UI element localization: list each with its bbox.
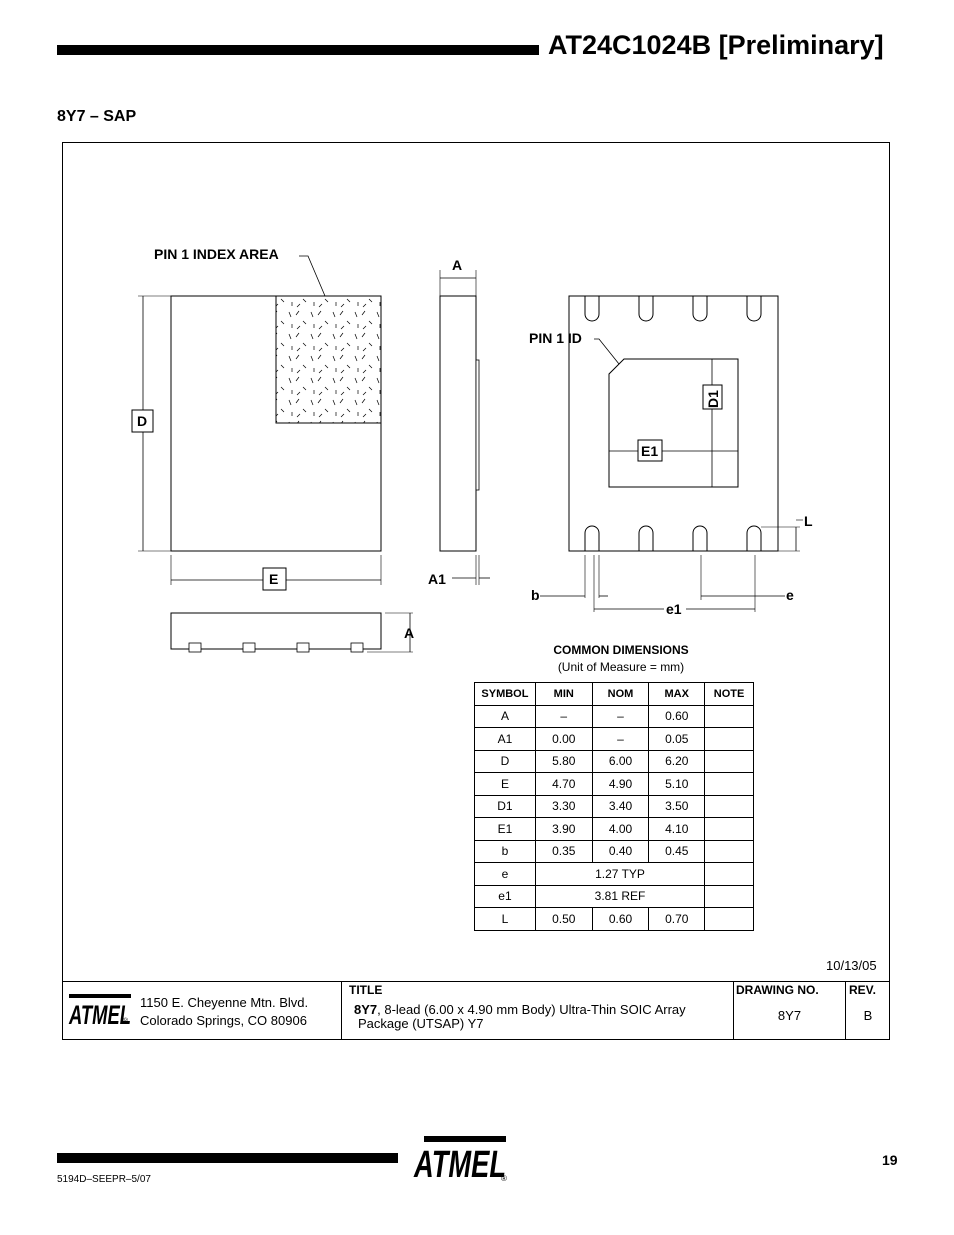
title-cell — [341, 982, 733, 1040]
revision-cell — [845, 982, 890, 1040]
cell-nom: 3.40 — [592, 795, 649, 818]
registered-mark: ® — [123, 1018, 129, 1025]
cell-nom: 0.40 — [592, 840, 649, 863]
cell-min: – — [535, 705, 592, 728]
title-label: TITLE — [349, 983, 383, 997]
cell-symbol: e1 — [475, 885, 536, 908]
footer-registered-mark: ® — [501, 1174, 507, 1183]
header-min: MIN — [535, 683, 592, 706]
label-E: E — [269, 571, 279, 587]
cell-span: 1.27 TYP — [535, 863, 704, 886]
table-row — [475, 705, 754, 728]
title-description: , 8-lead (6.00 x 4.90 mm Body) Ultra-Thin SOIC Array — [377, 1002, 686, 1017]
header-nom: NOM — [592, 683, 649, 706]
label-A-top: A — [452, 257, 463, 273]
address-line-1: 1150 E. Cheyenne Mtn. Blvd. — [140, 995, 309, 1010]
table-body — [475, 705, 754, 930]
top-view — [132, 256, 381, 590]
cell-nom: 4.00 — [592, 818, 649, 841]
end-view — [171, 613, 413, 652]
cell-note — [705, 795, 754, 818]
cell-note — [705, 863, 754, 886]
cell-note — [705, 728, 754, 751]
cell-max: 0.70 — [649, 908, 705, 931]
header-note: NOTE — [705, 683, 754, 706]
cell-nom: 0.60 — [592, 908, 649, 931]
table-row — [475, 795, 754, 818]
cell-min: 4.70 — [535, 773, 592, 796]
cell-min: 0.35 — [535, 840, 592, 863]
cell-max: 0.05 — [649, 728, 705, 751]
cell-symbol: b — [475, 840, 536, 863]
footer-rule — [57, 1153, 398, 1163]
cell-symbol: E — [475, 773, 536, 796]
cell-max: 6.20 — [649, 750, 705, 773]
cell-min: 5.80 — [535, 750, 592, 773]
side-view — [440, 270, 490, 585]
footer-atmel-logo — [412, 1136, 508, 1182]
title-line-2: Package (UTSAP) Y7 — [358, 1016, 484, 1031]
cell-min: 0.00 — [535, 728, 592, 751]
cell-note — [705, 750, 754, 773]
cell-max: 0.45 — [649, 840, 705, 863]
cell-nom: – — [592, 705, 649, 728]
label-pin1-id: PIN 1 ID — [529, 330, 582, 346]
table-row — [475, 908, 754, 931]
table-row — [475, 773, 754, 796]
table-row — [475, 863, 754, 886]
label-b: b — [531, 587, 540, 603]
header-max: MAX — [649, 683, 705, 706]
footer-logo-text: ATMEL — [413, 1144, 506, 1182]
drawing-date: 10/13/05 — [826, 958, 877, 973]
cell-min: 3.90 — [535, 818, 592, 841]
table-row — [475, 728, 754, 751]
title-block — [62, 981, 890, 1040]
label-L: L — [804, 513, 813, 529]
cell-nom: 6.00 — [592, 750, 649, 773]
table-row — [475, 818, 754, 841]
cell-note — [705, 705, 754, 728]
cell-min: 0.50 — [535, 908, 592, 931]
cell-symbol: D1 — [475, 795, 536, 818]
cell-max: 5.10 — [649, 773, 705, 796]
dimensions-unit-note: (Unit of Measure = mm) — [557, 660, 685, 674]
cell-note — [705, 908, 754, 931]
label-D1: D1 — [705, 390, 721, 408]
table-header-row — [475, 683, 754, 706]
label-pin1-index-area: PIN 1 INDEX AREA — [154, 246, 279, 262]
label-A-side: A — [404, 625, 415, 641]
cell-note — [705, 840, 754, 863]
cell-note — [705, 885, 754, 908]
header-symbol: SYMBOL — [475, 683, 536, 706]
revision: B — [863, 1008, 873, 1023]
address-line-2: Colorado Springs, CO 80906 — [140, 1013, 307, 1028]
drawing-number-label: DRAWING NO. — [736, 983, 819, 997]
dimensions-table — [474, 682, 754, 931]
label-D: D — [137, 413, 148, 429]
label-e: e — [786, 587, 794, 603]
cell-symbol: E1 — [475, 818, 536, 841]
atmel-logo-text: ATMEL — [68, 1000, 131, 1028]
cell-note — [705, 773, 754, 796]
cell-symbol: e — [475, 863, 536, 886]
cell-symbol: D — [475, 750, 536, 773]
cell-max: 0.60 — [649, 705, 705, 728]
cell-min: 3.30 — [535, 795, 592, 818]
drawing-number: 8Y7 — [777, 1008, 802, 1023]
title-code: 8Y7 — [354, 1002, 378, 1017]
dimensions-caption-title: COMMON DIMENSIONS — [553, 643, 689, 657]
cell-nom: – — [592, 728, 649, 751]
cell-max: 3.50 — [649, 795, 705, 818]
cell-span: 3.81 REF — [535, 885, 704, 908]
label-e1: e1 — [666, 601, 682, 617]
cell-symbol: L — [475, 908, 536, 931]
table-row — [475, 885, 754, 908]
document-title: AT24C1024B [Preliminary] — [548, 30, 884, 60]
label-E1: E1 — [641, 443, 659, 459]
page-number: 19 — [882, 1152, 898, 1168]
table-row — [475, 750, 754, 773]
cell-symbol: A1 — [475, 728, 536, 751]
revision-label: REV. — [849, 983, 876, 997]
label-A1: A1 — [428, 571, 446, 587]
section-heading: 8Y7 – SAP — [57, 108, 137, 125]
title-line-1 — [354, 1002, 686, 1017]
cell-max: 4.10 — [649, 818, 705, 841]
drawing-number-cell — [733, 982, 845, 1040]
cell-note — [705, 818, 754, 841]
dimensions-caption — [474, 643, 768, 674]
document-number: 5194D–SEEPR–5/07 — [57, 1174, 151, 1185]
table-row — [475, 840, 754, 863]
cell-nom: 4.90 — [592, 773, 649, 796]
cell-symbol: A — [475, 705, 536, 728]
